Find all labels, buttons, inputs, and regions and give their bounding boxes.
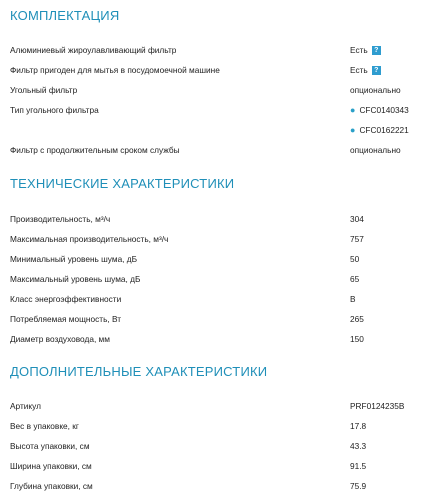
filter-type-link[interactable]: CFC0162221 [359, 125, 409, 135]
spec-row [10, 476, 430, 496]
spec-label: Угольный фильтр [10, 85, 80, 95]
spec-value: 304 [350, 214, 364, 224]
spec-label: Максимальная производительность, м³/ч [10, 234, 171, 244]
spec-row [10, 229, 430, 249]
spec-row [10, 249, 430, 269]
section-additional [10, 364, 430, 496]
spec-value: Есть [350, 45, 368, 55]
spec-value: опционально [350, 145, 401, 155]
spec-label: Максимальный уровень шума, дБ [10, 274, 143, 284]
spec-value: 17.8 [350, 421, 367, 431]
spec-label: Ширина упаковки, см [10, 461, 95, 471]
section-title: ДОПОЛНИТЕЛЬНЫЕ ХАРАКТЕРИСТИКИ [10, 364, 268, 379]
spec-label: Класс энергоэффективности [10, 294, 124, 304]
spec-value: PRF0124235B [350, 401, 405, 411]
spec-value: 757 [350, 234, 364, 244]
spec-label: Высота упаковки, см [10, 441, 93, 451]
spec-label: Тип угольного фильтра [10, 105, 102, 115]
spec-label: Вес в упаковке, кг [10, 421, 82, 431]
spec-row [10, 60, 430, 80]
section-komplektatsiya [10, 8, 430, 160]
spec-label: Фильтр пригоден для мытья в посудомоечной машине [10, 65, 223, 75]
spec-label: Производительность, м³/ч [10, 214, 113, 224]
spec-value: 50 [350, 254, 360, 264]
spec-value: 91.5 [350, 461, 367, 471]
spec-value: опционально [350, 85, 401, 95]
spec-row [10, 309, 430, 329]
section-technical [10, 176, 430, 349]
spec-label: Минимальный уровень шума, дБ [10, 254, 140, 264]
spec-row [10, 80, 430, 100]
spec-value: 65 [350, 274, 360, 284]
spec-label: Алюминиевый жироулавливающий фильтр [10, 45, 179, 55]
section-title: ТЕХНИЧЕСКИЕ ХАРАКТЕРИСТИКИ [10, 176, 235, 191]
help-question-icon[interactable]: ? [372, 46, 381, 55]
spec-label: Потребляемая мощность, Вт [10, 314, 124, 324]
spec-value: 75.9 [350, 481, 367, 491]
spec-row [10, 456, 430, 476]
spec-row [10, 329, 430, 349]
section-title: КОМПЛЕКТАЦИЯ [10, 8, 120, 23]
spec-value: B [350, 294, 356, 304]
spec-row [10, 209, 430, 229]
filter-type-link[interactable]: CFC0140343 [359, 105, 409, 115]
bullet-dot-icon: ● [350, 105, 356, 115]
spec-row [10, 416, 430, 436]
spec-value: Есть [350, 65, 368, 75]
spec-row [10, 289, 430, 309]
spec-row [10, 396, 430, 416]
spec-value: 265 [350, 314, 364, 324]
spec-row [10, 140, 430, 160]
spec-row [10, 40, 430, 60]
spec-row [10, 269, 430, 289]
spec-label: Фильтр с продолжительным сроком службы [10, 145, 183, 155]
spec-label: Диаметр воздуховода, мм [10, 334, 113, 344]
help-question-icon[interactable]: ? [372, 66, 381, 75]
spec-label: Артикул [10, 401, 44, 411]
spec-row [10, 436, 430, 456]
spec-row [10, 100, 430, 120]
bullet-dot-icon: ● [350, 125, 356, 135]
spec-row-continuation [10, 120, 430, 140]
spec-value: 43.3 [350, 441, 367, 451]
spec-value: 150 [350, 334, 364, 344]
spec-label: Глубина упаковки, см [10, 481, 96, 491]
